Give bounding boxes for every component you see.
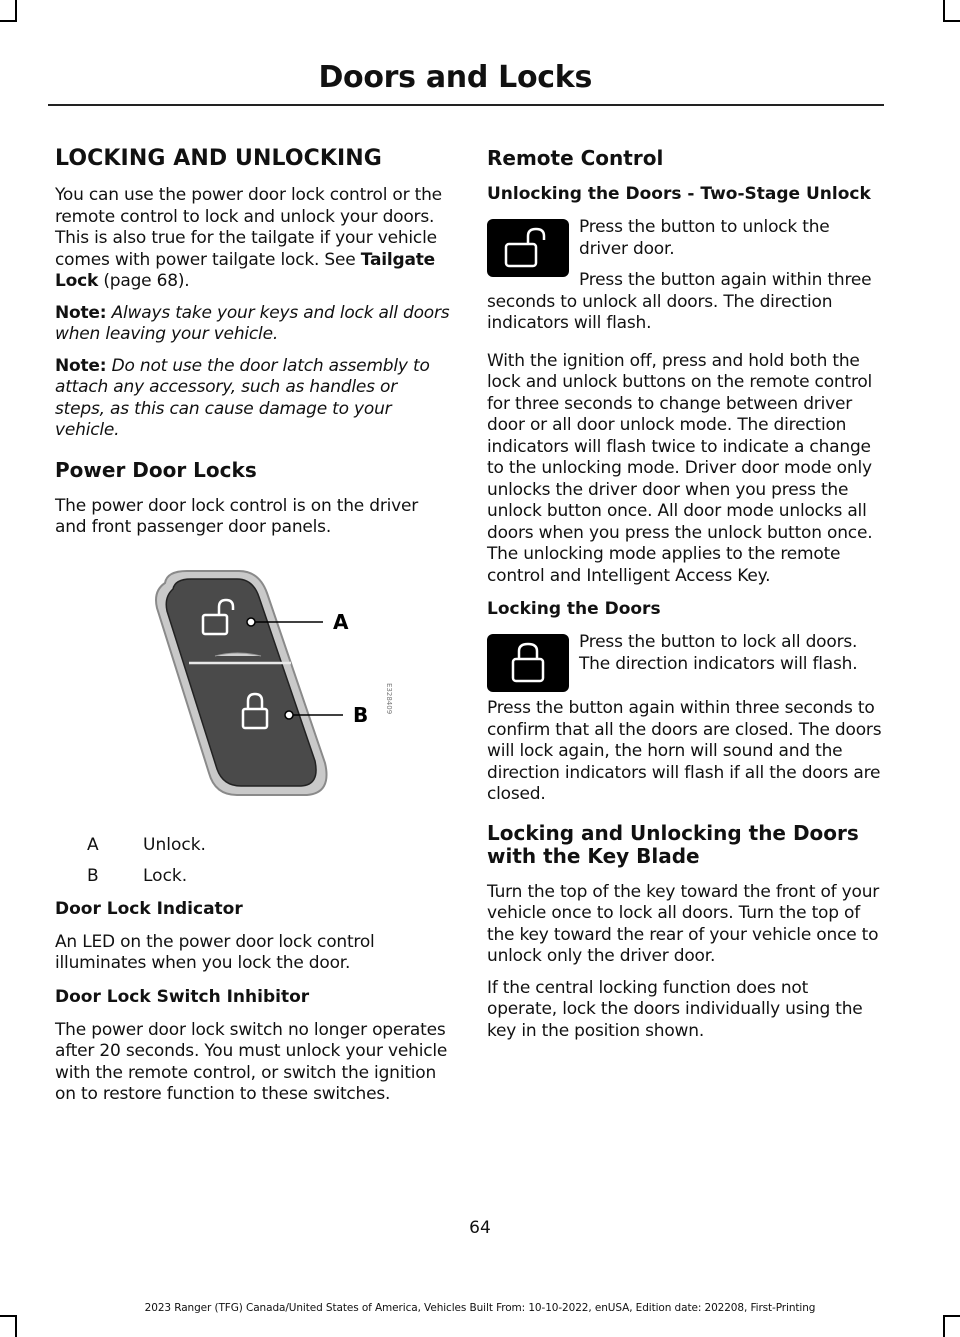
- crop-mark: [943, 20, 960, 22]
- lock-step-1: Press the button to lock all doors. The direction indicators will flash.: [579, 632, 858, 674]
- legend-value: Lock.: [143, 865, 188, 886]
- figure-legend: [55, 835, 450, 887]
- callout-a: A: [333, 609, 349, 634]
- page-number: 64: [469, 1218, 491, 1238]
- door-lock-indicator-heading: Door Lock Indicator: [55, 898, 243, 919]
- key-blade-text-2: If the central locking function does not operate, lock the doors individually using the key in the position shown.: [487, 977, 863, 1041]
- switch-inhibitor-heading: Door Lock Switch Inhibitor: [55, 986, 310, 1007]
- switch-inhibitor-text: The power door lock switch no longer operates after 20 seconds. You must unlock your vehicle with the remote control, or switch the ignition on to restore function to these switches.: [55, 1019, 448, 1104]
- legend-key: A: [87, 834, 99, 855]
- door-lock-switch-figure: [147, 563, 407, 813]
- tailgate-lock-link[interactable]: Tailgate Lock: [55, 249, 435, 291]
- crop-mark: [943, 0, 945, 22]
- intro-text: You can use the power door lock control or the remote control to lock and unlock your doors. This is also true for the tailgate if your vehicle comes with power tailgate lock. See: [55, 185, 442, 270]
- callout-b: B: [353, 702, 369, 727]
- lock-step-2: Press the button again within three seconds to confirm that all the doors are closed. The doors will lock again, the horn will sound and the direction indicators will flash if all the doors are closed.: [487, 698, 882, 804]
- section-heading-locking: LOCKING AND UNLOCKING: [55, 146, 382, 171]
- note-keys: [55, 303, 450, 346]
- two-stage-unlock-heading: Unlocking the Doors - Two-Stage Unlock: [487, 184, 871, 204]
- unlock-icon: [498, 226, 558, 270]
- remote-control-heading: Remote Control: [487, 146, 664, 170]
- note-label: Note:: [55, 355, 107, 376]
- lock-icon: [498, 641, 558, 685]
- note-keys-text: Always take your keys and lock all doors when leaving your vehicle.: [55, 302, 450, 344]
- intro-page-ref: (page 68).: [103, 271, 190, 291]
- remote-unlock-button-image: [487, 219, 569, 277]
- legend-row: [55, 835, 450, 856]
- page-title: Doors and Locks: [318, 60, 592, 95]
- note-latch-text: Do not use the door latch assembly to attach any accessory, such as handles or steps, as this can cause damage to your vehicle.: [55, 355, 430, 440]
- figure-code: E328409: [385, 682, 393, 714]
- crop-mark: [0, 20, 17, 22]
- unlock-step-1: Press the button to unlock the driver door.: [579, 217, 830, 259]
- header-divider: [48, 104, 884, 106]
- remote-lock-button-image: [487, 634, 569, 692]
- right-column: [487, 146, 882, 1052]
- unlock-mode-text: With the ignition off, press and hold both the lock and unlock buttons on the remote control for three seconds to change between driver door or all door unlock mode. The direction indicators will flash twice to indicate a change to the unlocking mode. Driver door mode only unlocks the driver door when you press the unlock button once. All door mode unlocks all doors when you press the unlock button once. The unlocking mode applies to the remote control and Intelligent Access Key.: [487, 350, 873, 586]
- unlock-step-2: Press the button again within three seconds to unlock all doors. The direction indicators will flash.: [487, 270, 872, 333]
- note-latch: [55, 356, 450, 442]
- locking-doors-heading: Locking the Doors: [487, 599, 661, 619]
- crop-mark: [943, 1315, 960, 1317]
- power-door-locks-text: The power door lock control is on the driver and front passenger door panels.: [55, 495, 419, 537]
- key-blade-text-1: Turn the top of the key toward the front of your vehicle once to lock all doors. Turn the top of the key toward the rear of your vehicle once to unlock only the driver door.: [487, 881, 880, 966]
- intro-paragraph: [55, 185, 450, 293]
- footer-edition-info: 2023 Ranger (TFG) Canada/United States of America, Vehicles Built From: 10-10-2022, enUSA, Edition date: 202208, First-Printing: [144, 1302, 816, 1314]
- door-lock-indicator-text: An LED on the power door lock control illuminates when you lock the door.: [55, 931, 375, 973]
- door-lock-switch-illustration: [147, 563, 407, 813]
- left-column: [55, 146, 450, 1116]
- legend-key: B: [87, 865, 99, 886]
- crop-mark: [0, 1315, 17, 1317]
- key-blade-heading: Locking and Unlocking the Doors with the Key Blade: [487, 820, 859, 868]
- crop-mark: [15, 0, 17, 22]
- crop-mark: [15, 1315, 17, 1337]
- legend-row: [55, 866, 450, 887]
- power-door-locks-heading: Power Door Locks: [55, 457, 257, 482]
- note-label: Note:: [55, 302, 107, 323]
- crop-mark: [943, 1315, 945, 1337]
- legend-value: Unlock.: [143, 834, 206, 855]
